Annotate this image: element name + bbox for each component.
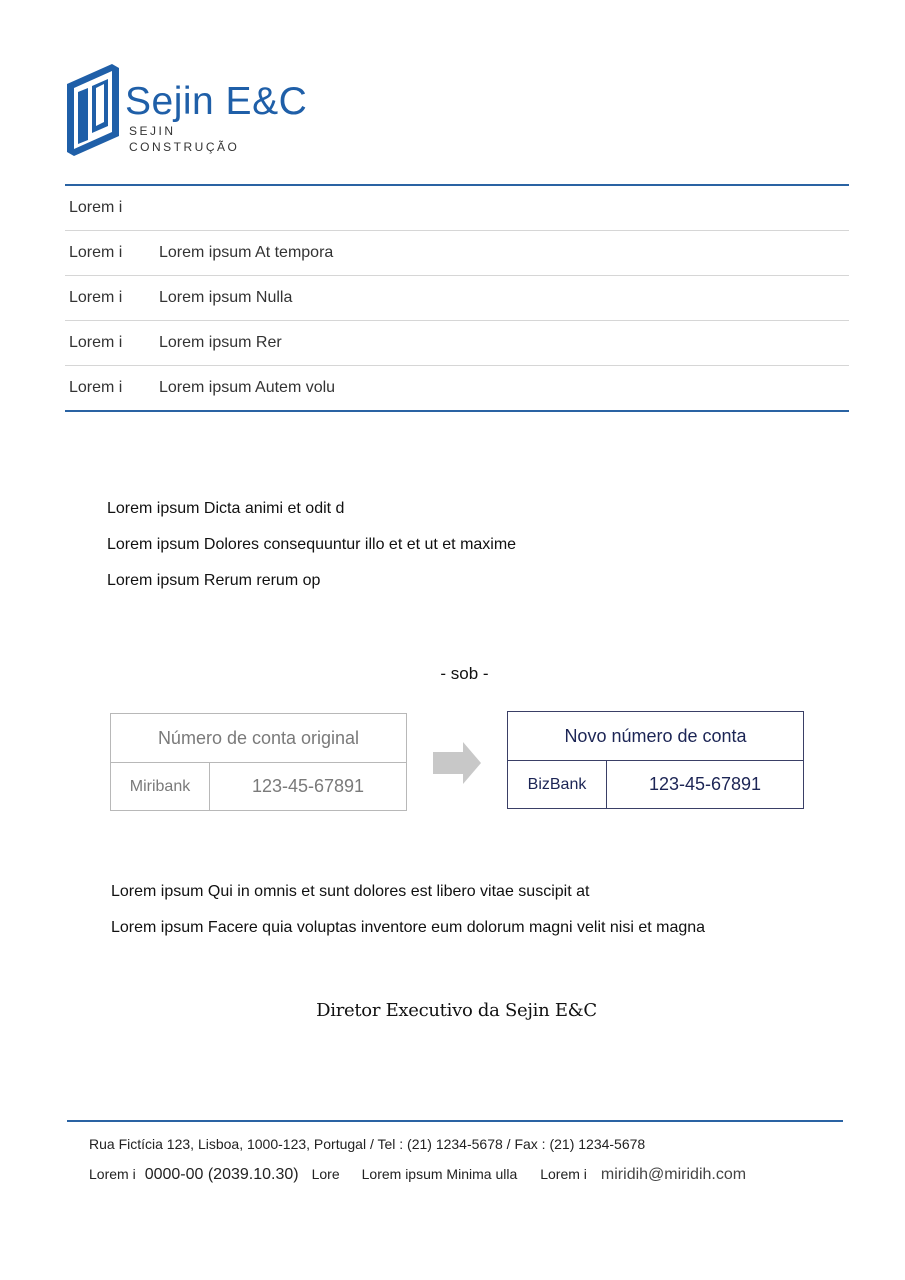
- info-value: Lorem ipsum Autem volu: [159, 379, 336, 396]
- new-bank-name: BizBank: [508, 761, 607, 808]
- footer-email: miridih@miridih.com: [600, 1166, 747, 1183]
- footer-divider: [67, 1120, 843, 1122]
- info-label: Lorem i: [69, 334, 123, 351]
- info-value: Lorem ipsum Nulla: [159, 289, 293, 306]
- new-account-number: 123-45-67891: [648, 774, 762, 794]
- new-account-box: [507, 711, 804, 809]
- logo-mark-icon: [64, 62, 122, 158]
- body-line: Lorem ipsum Dolores consequuntur illo et et ut et maxime: [107, 536, 517, 553]
- info-row: [65, 186, 849, 230]
- brand-subtitle-1: SEJIN: [129, 124, 176, 138]
- original-bank-name: Miribank: [111, 763, 210, 810]
- closing-line: Lorem ipsum Qui in omnis et sunt dolores est libero vitae suscipit at: [111, 883, 590, 900]
- closing-line: Lorem ipsum Facere quia voluptas inventore eum dolorum magni velit nisi et magna: [111, 919, 706, 936]
- body-line: Lorem ipsum Dicta animi et odit d: [107, 500, 345, 517]
- info-label: Lorem i: [69, 199, 123, 216]
- info-label: Lorem i: [69, 379, 123, 396]
- info-value: Lorem ipsum At tempora: [159, 244, 334, 261]
- footer-label-3: Lorem i: [540, 1166, 587, 1182]
- footer-details: [89, 1166, 746, 1184]
- info-label: Lorem i: [69, 289, 123, 306]
- original-account-title: Número de conta original: [111, 714, 406, 763]
- info-row: [65, 275, 849, 320]
- info-row: [65, 230, 849, 275]
- footer-label-2: Lore: [311, 1166, 340, 1182]
- new-account-title: Novo número de conta: [508, 712, 803, 761]
- info-row: [65, 320, 849, 365]
- brand-subtitle-2: CONSTRUÇÃO: [129, 140, 240, 154]
- original-account-number: 123-45-67891: [251, 776, 365, 796]
- info-label: Lorem i: [69, 244, 123, 261]
- company-logo: [64, 62, 324, 162]
- footer-label-1: Lorem i: [89, 1166, 136, 1182]
- original-account-box: [110, 713, 407, 811]
- body-line: Lorem ipsum Rerum rerum op: [107, 572, 321, 589]
- info-value: Lorem ipsum Rer: [159, 334, 282, 351]
- footer-text: Lorem ipsum Minima ulla: [361, 1166, 518, 1182]
- footer-address: Rua Fictícia 123, Lisboa, 1000-123, Portugal / Tel : (21) 1234-5678 / Fax : (21) 1234-5678: [89, 1136, 646, 1152]
- sob-label: - sob -: [440, 664, 489, 683]
- brand-name: Sejin E&C: [125, 80, 308, 123]
- arrow-right-icon: [433, 742, 483, 784]
- footer-code: 0000-00 (2039.10.30): [144, 1166, 299, 1183]
- info-table: [65, 184, 849, 412]
- info-row: [65, 365, 849, 410]
- signature: Diretor Executivo da Sejin E&C: [316, 1000, 597, 1021]
